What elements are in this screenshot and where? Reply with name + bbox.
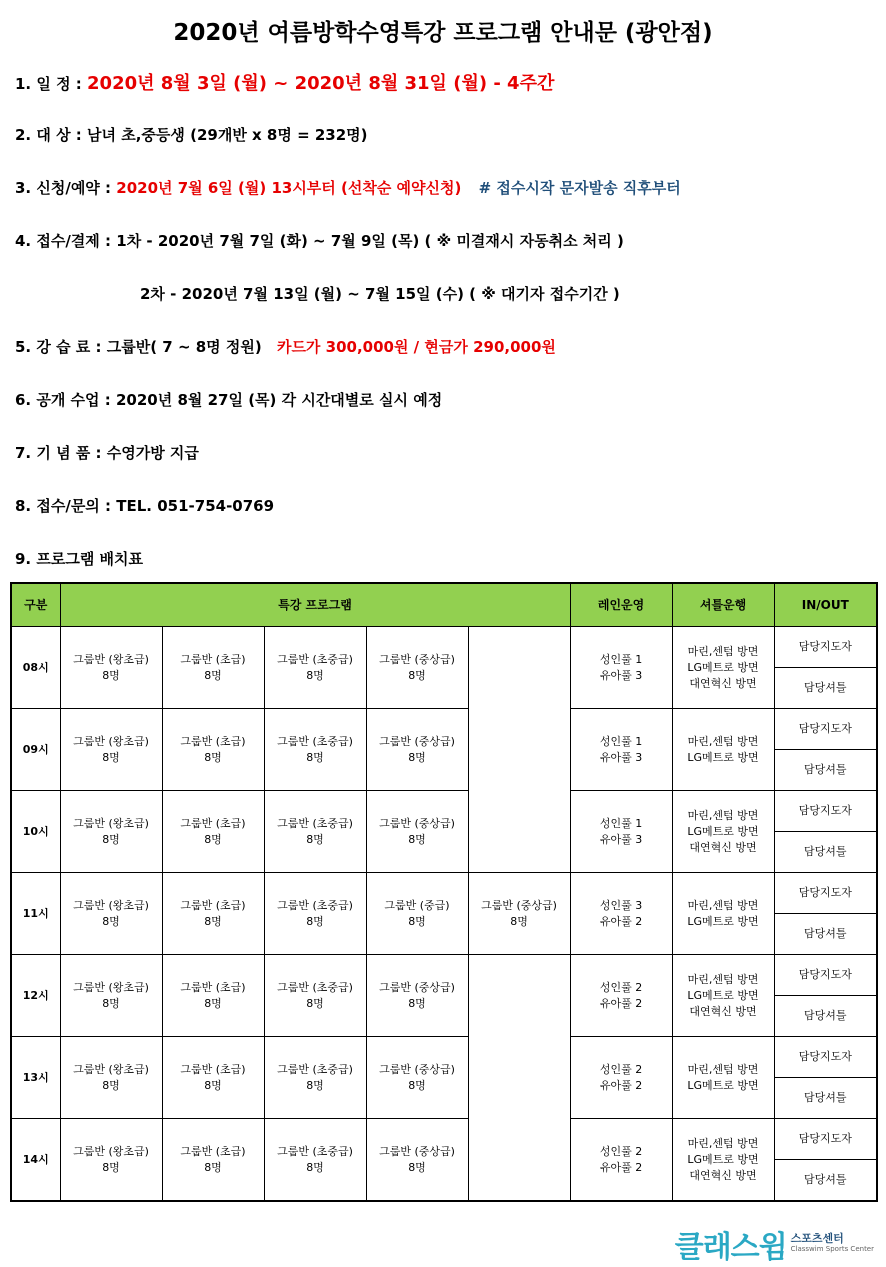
inout-shuttle-cell: 담당셔틀 (774, 832, 877, 873)
lane-cell: 성인풀 1 유아풀 3 (570, 627, 672, 709)
inout-instructor-cell: 담당지도자 (774, 873, 877, 914)
class-cell: 그룹반 (초급) 8명 (162, 1119, 264, 1202)
inout-instructor-cell: 담당지도자 (774, 1119, 877, 1160)
inout-instructor-cell: 담당지도자 (774, 709, 877, 750)
class-cell: 그룹반 (초중급) 8명 (264, 873, 366, 955)
info-contact (15, 495, 274, 516)
table-row (11, 627, 877, 668)
payment-label: 4. 접수/결제 : (15, 232, 112, 250)
class-cell: 그룹반 (중상급) 8명 (366, 709, 468, 791)
class-cell: 그룹반 (왕초급) 8명 (60, 791, 162, 873)
class-cell: 그룹반 (중상급) 8명 (366, 1037, 468, 1119)
period-label: 1. 일 정 : (15, 75, 82, 93)
time-cell: 10시 (11, 791, 60, 873)
page-title: 2020년 여름방학수영특강 프로그램 안내문 (광안점) (173, 20, 713, 46)
empty-class-cell (468, 955, 570, 1202)
target-label: 2. 대 상 : (15, 126, 82, 144)
lane-cell: 성인풀 2 유아풀 2 (570, 955, 672, 1037)
fee-label: 5. 강 습 료 : (15, 338, 102, 356)
time-cell: 11시 (11, 873, 60, 955)
table-row (11, 1037, 877, 1078)
table-row (11, 709, 877, 750)
logo-sub-text: 스포츠센터 (790, 1232, 844, 1245)
table-header-row (11, 583, 877, 627)
header-lane: 레인운영 (570, 583, 672, 627)
class-cell: 그룹반 (중급) 8명 (366, 873, 468, 955)
apply-value: 2020년 7월 6일 (월) 13시부터 (선착순 예약신청) (116, 179, 462, 197)
info-period (15, 69, 554, 95)
logo-sub (791, 1233, 874, 1255)
apply-label: 3. 신청/예약 : (15, 179, 112, 197)
class-cell: 그룹반 (초중급) 8명 (264, 627, 366, 709)
gift-value: 수영가방 지급 (106, 444, 199, 462)
payment-round2: 2차 - 2020년 7월 13일 (월) ~ 7월 15일 (수) ( ※ 대기자 접수기간 ) (140, 285, 620, 303)
payment-round1: 1차 - 2020년 7월 7일 (화) ~ 7월 9일 (목) ( ※ 미결재시 자동취소 처리 ) (116, 232, 624, 250)
inout-shuttle-cell: 담당셔틀 (774, 668, 877, 709)
fee-price: 카드가 300,000원 / 현금가 290,000원 (276, 338, 556, 356)
fee-group: 그룹반( 7 ~ 8명 정원) (106, 338, 262, 356)
shuttle-cell: 마린,센텀 방면 LG메트로 방면 (672, 873, 774, 955)
logo-main-text: 클래스윔 (674, 1230, 787, 1265)
header-shuttle: 셔틀운행 (672, 583, 774, 627)
class-cell: 그룹반 (왕초급) 8명 (60, 1119, 162, 1202)
time-cell: 12시 (11, 955, 60, 1037)
class-cell: 그룹반 (왕초급) 8명 (60, 873, 162, 955)
shuttle-cell: 마린,센텀 방면 LG메트로 방면 (672, 1037, 774, 1119)
time-cell: 13시 (11, 1037, 60, 1119)
open-class-value: 2020년 8월 27일 (목) 각 시간대별로 실시 예정 (116, 391, 443, 409)
contact-value: TEL. 051-754-0769 (116, 497, 275, 515)
class-cell: 그룹반 (중상급) 8명 (366, 955, 468, 1037)
shuttle-cell: 마린,센텀 방면 LG메트로 방면 대연혁신 방면 (672, 1119, 774, 1202)
class-cell: 그룹반 (초중급) 8명 (264, 1119, 366, 1202)
target-value: 남녀 초,중등생 (29개반 x 8명 = 232명) (87, 126, 368, 144)
lane-cell: 성인풀 3 유아풀 2 (570, 873, 672, 955)
header-category: 구분 (11, 583, 60, 627)
table-row (11, 873, 877, 914)
info-payment (15, 230, 624, 251)
class-cell: 그룹반 (초급) 8명 (162, 955, 264, 1037)
inout-instructor-cell: 담당지도자 (774, 955, 877, 996)
class-cell: 그룹반 (중상급) 8명 (366, 791, 468, 873)
inout-instructor-cell: 담당지도자 (774, 627, 877, 668)
class-cell: 그룹반 (초중급) 8명 (264, 791, 366, 873)
time-cell: 14시 (11, 1119, 60, 1202)
inout-shuttle-cell: 담당셔틀 (774, 750, 877, 791)
lane-cell: 성인풀 1 유아풀 3 (570, 709, 672, 791)
shuttle-cell: 마린,센텀 방면 LG메트로 방면 대연혁신 방면 (672, 791, 774, 873)
gift-label: 7. 기 념 품 : (15, 444, 102, 462)
class-cell: 그룹반 (초급) 8명 (162, 1037, 264, 1119)
open-class-label: 6. 공개 수업 : (15, 391, 111, 409)
class-cell: 그룹반 (왕초급) 8명 (60, 1037, 162, 1119)
info-open-class (15, 389, 442, 410)
shuttle-cell: 마린,센텀 방면 LG메트로 방면 (672, 709, 774, 791)
info-target (15, 124, 368, 145)
contact-label: 8. 접수/문의 : (15, 497, 112, 515)
brand-logo (675, 1222, 874, 1266)
header-program: 특강 프로그램 (60, 583, 570, 627)
info-fee (15, 336, 556, 357)
table-row (11, 791, 877, 832)
class-cell: 그룹반 (초급) 8명 (162, 709, 264, 791)
lane-cell: 성인풀 2 유아풀 2 (570, 1037, 672, 1119)
class-cell: 그룹반 (왕초급) 8명 (60, 709, 162, 791)
apply-note: # 접수시작 문자발송 직후부터 (478, 179, 681, 197)
class-cell: 그룹반 (왕초급) 8명 (60, 955, 162, 1037)
table-row (11, 955, 877, 996)
class-cell: 그룹반 (초중급) 8명 (264, 709, 366, 791)
inout-shuttle-cell: 담당셔틀 (774, 996, 877, 1037)
logo-eng-text: Classwim Sports Center (790, 1245, 874, 1253)
schedule-table (10, 582, 878, 1202)
inout-instructor-cell: 담당지도자 (774, 791, 877, 832)
lane-cell: 성인풀 2 유아풀 2 (570, 1119, 672, 1202)
inout-shuttle-cell: 담당셔틀 (774, 1078, 877, 1119)
class-cell: 그룹반 (초급) 8명 (162, 627, 264, 709)
schedule-heading: 9. 프로그램 배치표 (15, 550, 144, 568)
shuttle-cell: 마린,센텀 방면 LG메트로 방면 대연혁신 방면 (672, 955, 774, 1037)
class-cell: 그룹반 (초급) 8명 (162, 791, 264, 873)
lane-cell: 성인풀 1 유아풀 3 (570, 791, 672, 873)
period-value: 2020년 8월 3일 (월) ~ 2020년 8월 31일 (월) - 4주간 (87, 73, 555, 94)
class-cell: 그룹반 (초중급) 8명 (264, 1037, 366, 1119)
empty-class-cell (468, 627, 570, 873)
time-cell: 09시 (11, 709, 60, 791)
table-row (11, 1119, 877, 1160)
class-cell: 그룹반 (중상급) 8명 (366, 1119, 468, 1202)
inout-shuttle-cell: 담당셔틀 (774, 1160, 877, 1202)
shuttle-cell: 마린,센텀 방면 LG메트로 방면 대연혁신 방면 (672, 627, 774, 709)
class-cell: 그룹반 (중상급) 8명 (366, 627, 468, 709)
inout-shuttle-cell: 담당셔틀 (774, 914, 877, 955)
class-cell: 그룹반 (초중급) 8명 (264, 955, 366, 1037)
time-cell: 08시 (11, 627, 60, 709)
class-cell: 그룹반 (중상급) 8명 (468, 873, 570, 955)
header-inout: IN/OUT (774, 583, 877, 627)
class-cell: 그룹반 (왕초급) 8명 (60, 627, 162, 709)
info-apply (15, 177, 681, 198)
class-cell: 그룹반 (초급) 8명 (162, 873, 264, 955)
inout-instructor-cell: 담당지도자 (774, 1037, 877, 1078)
info-gift (15, 442, 199, 463)
